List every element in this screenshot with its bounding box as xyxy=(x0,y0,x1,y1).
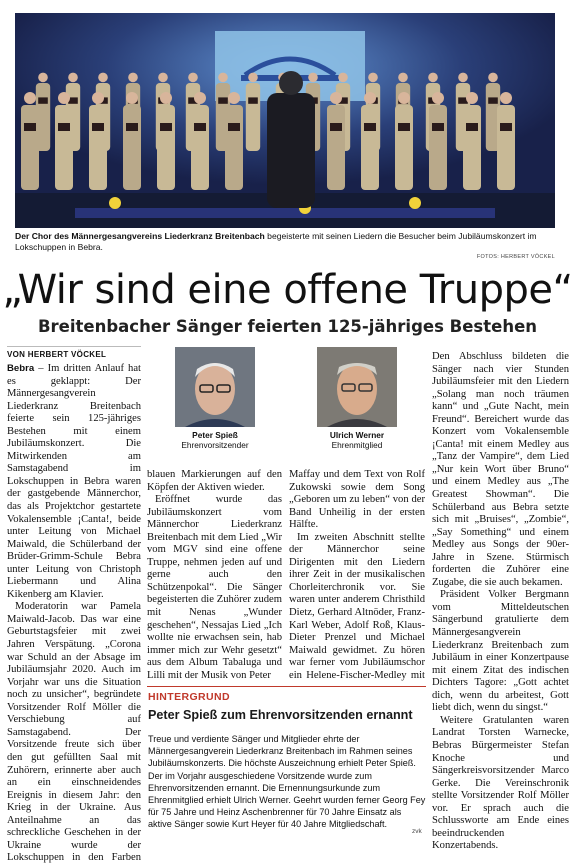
singer-figure xyxy=(246,83,260,151)
article-column-3 xyxy=(289,469,425,683)
song-folder xyxy=(228,123,240,131)
portrait-name-1: Peter Spieß xyxy=(192,430,238,440)
song-folder xyxy=(466,123,478,131)
singer-figure xyxy=(225,105,243,190)
background-rule xyxy=(147,686,426,687)
singer-figure xyxy=(429,105,447,190)
singer-head xyxy=(500,92,512,104)
portrait-caption-1 xyxy=(170,430,260,450)
singer-figure xyxy=(191,105,209,190)
singer-figure xyxy=(157,105,175,190)
singer-head xyxy=(218,73,228,83)
choir-photo-illustration xyxy=(15,13,555,228)
singer-figure xyxy=(327,105,345,190)
portrait-role-2: Ehrenmitglied xyxy=(331,440,383,450)
article-column-2 xyxy=(147,469,282,683)
singer-head xyxy=(98,73,108,83)
photo-caption-bold: Der Chor des Männergesangvereins Liederkranz Breitenbach xyxy=(15,231,265,241)
col4-paragraph-1: Den Abschluss bildeten die Sänger nach vier Stunden Jubiläumsfeier mit den Liedern „Solang man noch träumen kann“ und „Gute Nacht, mein Freund“. Bereichert wurde das Konzert vom Vokalensemble ¡Canta! mit einem Medley aus „Tanz der Vampire“, dem Lied „Nur kein Wort über Bruno“ und einem Medley aus „The Greatest Showman“. Die Schülerband aus Bebra setzte sich mit „Bruises“, „Zombie“, „Say Something“ und einem Medley aus Songs der 90er-Jahre in Szene. Stürmisch forderten die Zuhörer eine Zugabe, die sie auch bekamen. xyxy=(432,351,569,588)
dateline: Bebra xyxy=(7,363,35,374)
song-folder xyxy=(488,97,498,103)
singer-head xyxy=(228,92,240,104)
singer-head xyxy=(364,92,376,104)
singer-head xyxy=(338,73,348,83)
song-folder xyxy=(248,97,258,103)
portrait-caption-2 xyxy=(312,430,402,450)
singer-head xyxy=(488,73,498,83)
singer-head xyxy=(158,73,168,83)
col3-paragraph-2: Im zweiten Abschnitt stellte der Männerchor seine Dirigenten mit den Liedern ihrer Zeit in der musikalischen Chorleiterchronik vor. Sie waren unter anderem Christhild Dietz, Gerhard Altnöder, Franz-Karl Weber, Adolf Roß, Klaus-Dieter Prenzel und Michael Maiwald gewidmet. Zu hören war ferner vom Jubiläumschor ein Helene-Fischer-Medley mit xyxy=(289,531,425,681)
singer-head xyxy=(188,73,198,83)
col4-paragraph-2: Präsident Volker Bergmann vom Mitteldeutschen Sängerbund gratulierte dem Männergesangverein Liederkranz Breitenbach zum Jubiläum in einer Konzertpause mit einem Zitat des indischen Dichters Tagore: „Gott achtet dich, wenn du arbeitest, Gott liebt dich, wenn du singst.“ xyxy=(432,589,569,714)
col3-paragraph-1: Maffay und dem Text von Rolf Zukowski sowie dem Song „Geboren um zu leben“ von der Band Unheilig in der ersten Hälfte. xyxy=(289,469,425,531)
song-folder xyxy=(92,123,104,131)
singer-head xyxy=(68,73,78,83)
article-column-1 xyxy=(7,363,141,863)
background-title: Peter Spieß zum Ehrenvorsitzenden ernannt xyxy=(148,708,413,722)
singer-head xyxy=(58,92,70,104)
portrait-peter-spiess-image xyxy=(175,347,255,427)
song-folder xyxy=(364,123,376,131)
song-folder xyxy=(432,123,444,131)
singer-figure xyxy=(89,105,107,190)
singer-head xyxy=(432,92,444,104)
song-folder xyxy=(330,123,342,131)
col4-paragraph-3: Weitere Gratulanten waren Landrat Torsten Warnecke, Bebras Bürgermeister Stefan Knoche und Sängerkreisvorsitzender Marco Gerke. Die Vereinschronik stellte Vorsitzender Rolf Möller vor. Er sprach auch die Schlussworte am Ende eines beeindruckenden Konzertabends. xyxy=(432,714,569,852)
singer-figure xyxy=(21,105,39,190)
singer-head xyxy=(330,92,342,104)
song-folder xyxy=(218,97,228,103)
song-folder xyxy=(38,97,48,103)
portrait-ulrich-werner-image xyxy=(317,347,397,427)
col2-paragraph-1: blauen Markierungen auf den Köpfen der Aktiven wieder. xyxy=(147,469,282,493)
singer-head xyxy=(128,73,138,83)
singer-head xyxy=(24,92,36,104)
col1-paragraph-1: – Im dritten Anlauf hat es geklappt: Der Männergesangverein Liederkranz Breitenbach feierte sein 125-jähriges Bestehen mit einem Jubiläumskonzert. Die Mitwirkenden am Samstagabend im Lokschuppen in Bebra waren der gastgebende Männerchor, das als Projektchor gestartete Vokalensemble ¡Canta!, beide unter Leitung von Michael Maiwald, die Schülerband der Brüder-Grimm-Schule Bebra unter Leitung von Christoph Liebermann und Alina Kikenberg am Klavier. xyxy=(7,363,141,600)
song-folder xyxy=(126,123,138,131)
portrait-peter-spiess xyxy=(175,347,255,427)
col2-paragraph-2: Eröffnet wurde das Jubiläumskonzert vom Männerchor Liederkranz Breitenbach mit dem Lied „Wir vom MGV sind eine offene Truppe, nehmen jeden auf und gerne auch den Schützenpokal“. Die Sänger begeisterten die Zuhörer zudem mit Nenas „Wunder geschehen“, Nessajas Lied „Ich wollte nie erwachsen sein, hab immer mich zur Wehr gesetzt“ aus dem Album Tabaluga und Lilli mit der Musik von Peter xyxy=(147,494,282,681)
singer-figure xyxy=(123,105,141,190)
singer-head xyxy=(126,92,138,104)
portrait-ulrich-werner xyxy=(317,347,397,427)
song-folder xyxy=(500,123,512,131)
portrait-name-2: Ulrich Werner xyxy=(329,430,385,440)
singer-head xyxy=(466,92,478,104)
singer-head xyxy=(160,92,172,104)
photo-caption xyxy=(15,231,555,253)
singer-head xyxy=(92,92,104,104)
singer-figure xyxy=(55,105,73,190)
background-label: HINTERGRUND xyxy=(148,691,230,703)
song-folder xyxy=(24,123,36,131)
choir-photo xyxy=(15,13,555,228)
singer-figure xyxy=(361,105,379,190)
song-folder xyxy=(58,123,70,131)
singer-head xyxy=(398,92,410,104)
singer-head xyxy=(398,73,408,83)
photo-caption-text: begeisterte mit seinen Liedern die Besucher beim Jubiläumskonzert im Lokschuppen in Bebra. xyxy=(15,231,537,252)
singer-head xyxy=(38,73,48,83)
singer-head xyxy=(248,73,258,83)
portrait-role-1: Ehrenvorsitzender xyxy=(181,440,249,450)
singer-head xyxy=(458,73,468,83)
byline: VON HERBERT VÖCKEL xyxy=(7,350,107,359)
song-folder xyxy=(398,123,410,131)
subheadline: Breitenbacher Sänger feierten 125-jähriges Bestehen xyxy=(37,317,538,336)
song-folder xyxy=(160,123,172,131)
article-column-4 xyxy=(432,351,569,863)
byline-rule xyxy=(7,346,141,347)
singer-figure xyxy=(497,105,515,190)
background-signature: zvk xyxy=(412,828,422,835)
col1-paragraph-2: Moderatorin war Pamela Maiwald-Jacob. Das war eine Geburtstagsfeier mit zwei Jahren Verspätung. „Corona war Schuld an der Absage im Jubiläumsjahr 2020. Auch im Vorjahr war uns die Situation noch zu unsicher“, begründete Vorsitzender Rolf Möller die Verschiebung auf Samstagabend. Der Vorsitzende freute sich über den gut gefüllten Saal mit Zuhörern, erinnerte aber auch an ein einschneidendes Ereignis in diesem Jahr: den Krieg in der Ukraine. Aus Anteilnahme an das schreckliche Geschehen in der Ukraine wurde der Lokschuppen in den Farben xyxy=(7,601,141,863)
singer-figure xyxy=(463,105,481,190)
singer-head xyxy=(194,92,206,104)
headline: „Wir sind eine offene Truppe“ xyxy=(2,267,573,313)
singer-head xyxy=(368,73,378,83)
singer-head xyxy=(308,73,318,83)
song-folder xyxy=(194,123,206,131)
singer-head xyxy=(428,73,438,83)
photo-credit: FOTOS: HERBERT VÖCKEL xyxy=(476,254,555,260)
background-text: Treue und verdiente Sänger und Mitglieder ehrte der Männergesangverein Liederkranz Breitenbach im Rahmen seines Jubiläumskonzerts. Die höchste Auszeichnung erhielt Peter Spieß. Der im Vorjahr ausgeschiedene Vorsitzende wurde zum Ehrenvorsitzenden ernannt. Die Ernennungsurkunde zum Ehrenmitglied erhielt Ulrich Werner. Geehrt wurden ferner Georg Fey für 75 Jahre und Heinz Aschenbrenner für 70 Jahre Einsatz als aktive Sänger sowie Kurt Heyer für 40 Jahre Mitgliedschaft. xyxy=(148,734,426,830)
singer-figure xyxy=(395,105,413,190)
